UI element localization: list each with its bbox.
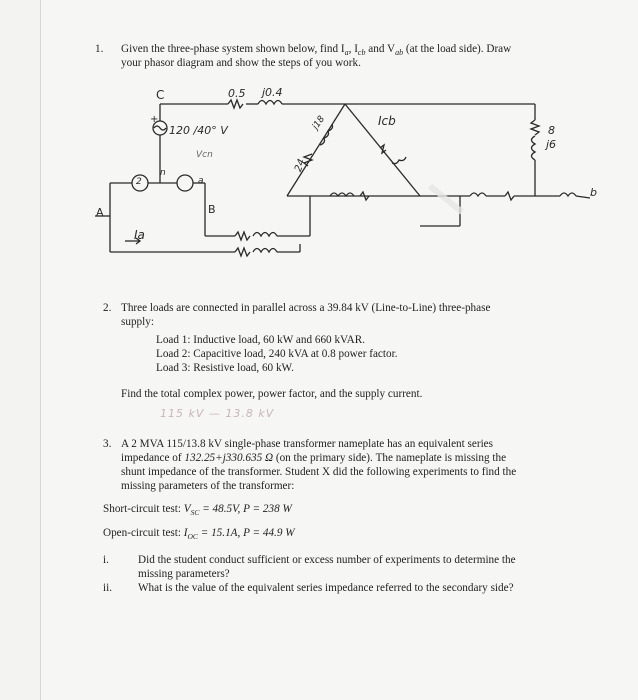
pencil-note: 115 kV — 13.8 kV: [160, 407, 275, 420]
q3-line3: shunt impedance of the transformer. Student X did the following experiments to find the: [121, 466, 517, 478]
node-b-label: B: [208, 203, 216, 216]
q3-line4: missing parameters of the transformer:: [121, 480, 295, 492]
source-2-label: 2: [136, 177, 142, 187]
node-b-load-label: b: [590, 186, 597, 199]
q2-line1: Three loads are connected in parallel across a 39.84 kV (Line-to-Line) three-phase: [121, 302, 491, 314]
node-a-label: A: [96, 206, 104, 219]
line-reactance-label: j0.4: [262, 86, 283, 99]
neutral-label: n: [160, 168, 166, 178]
phase-a-label: a: [198, 176, 204, 186]
wye-reactance-label: j6: [546, 138, 557, 151]
q2-load3: Load 3: Resistive load, 60 kW.: [156, 362, 294, 374]
line-resistance-label: 0.5: [228, 87, 246, 100]
q1-number: 1.: [95, 43, 104, 55]
delta-reactance-label: j18: [310, 114, 328, 132]
q2-number: 2.: [103, 302, 112, 314]
short-circuit-test: Short-circuit test: $V_{SC} = 48.5V$, P = 238 W: [103, 503, 292, 518]
q3-ii-number: ii.: [103, 582, 113, 594]
q1-line2: your phasor diagram and show the steps of you work.: [121, 57, 361, 69]
open-circuit-test: Open-circuit test: $I_{OC} = 15.1A$, P = 44.9 W: [103, 527, 295, 542]
q1-line1: Given the three-phase system shown below, find $I_a$, $I_{cb}$ and $V_{ab}$ (at the load side). Draw: [121, 43, 512, 58]
q3-i-line1: Did the student conduct sufficient or excess number of experiments to determine the: [138, 554, 516, 566]
q2-find: Find the total complex power, power factor, and the supply current.: [121, 388, 423, 400]
source-a-icon: [177, 175, 193, 191]
source-voltage-label: 120 /40° V: [169, 124, 228, 137]
q3-ii-line: What is the value of the equivalent series impedance referred to the secondary side?: [138, 582, 514, 594]
source-plus-label: +: [150, 114, 159, 125]
q2-line2: supply:: [121, 316, 154, 328]
delta-resistance-label: 24: [293, 157, 308, 174]
q3-i-number: i.: [103, 554, 109, 566]
q3-i-line2: missing parameters?: [138, 568, 230, 580]
q2-load1: Load 1: Inductive load, 60 kW and 660 kVAR.: [156, 334, 366, 346]
q2-load2: Load 2: Capacitive load, 240 kVA at 0.8 power factor.: [156, 348, 398, 360]
icb-label: Icb: [378, 114, 396, 128]
q3-line2: impedance of 132.25+j330.635 Ω (on the primary side). The nameplate is missing the: [121, 452, 507, 464]
ia-label: Ia: [134, 228, 145, 242]
wye-resistance-label: 8: [548, 124, 555, 137]
q3-number: 3.: [103, 438, 112, 450]
vcn-label: Vcn: [196, 150, 213, 160]
q3-line1: A 2 MVA 115/13.8 kV single-phase transformer nameplate has an equivalent series: [121, 438, 494, 450]
node-c-label: C: [156, 88, 165, 102]
